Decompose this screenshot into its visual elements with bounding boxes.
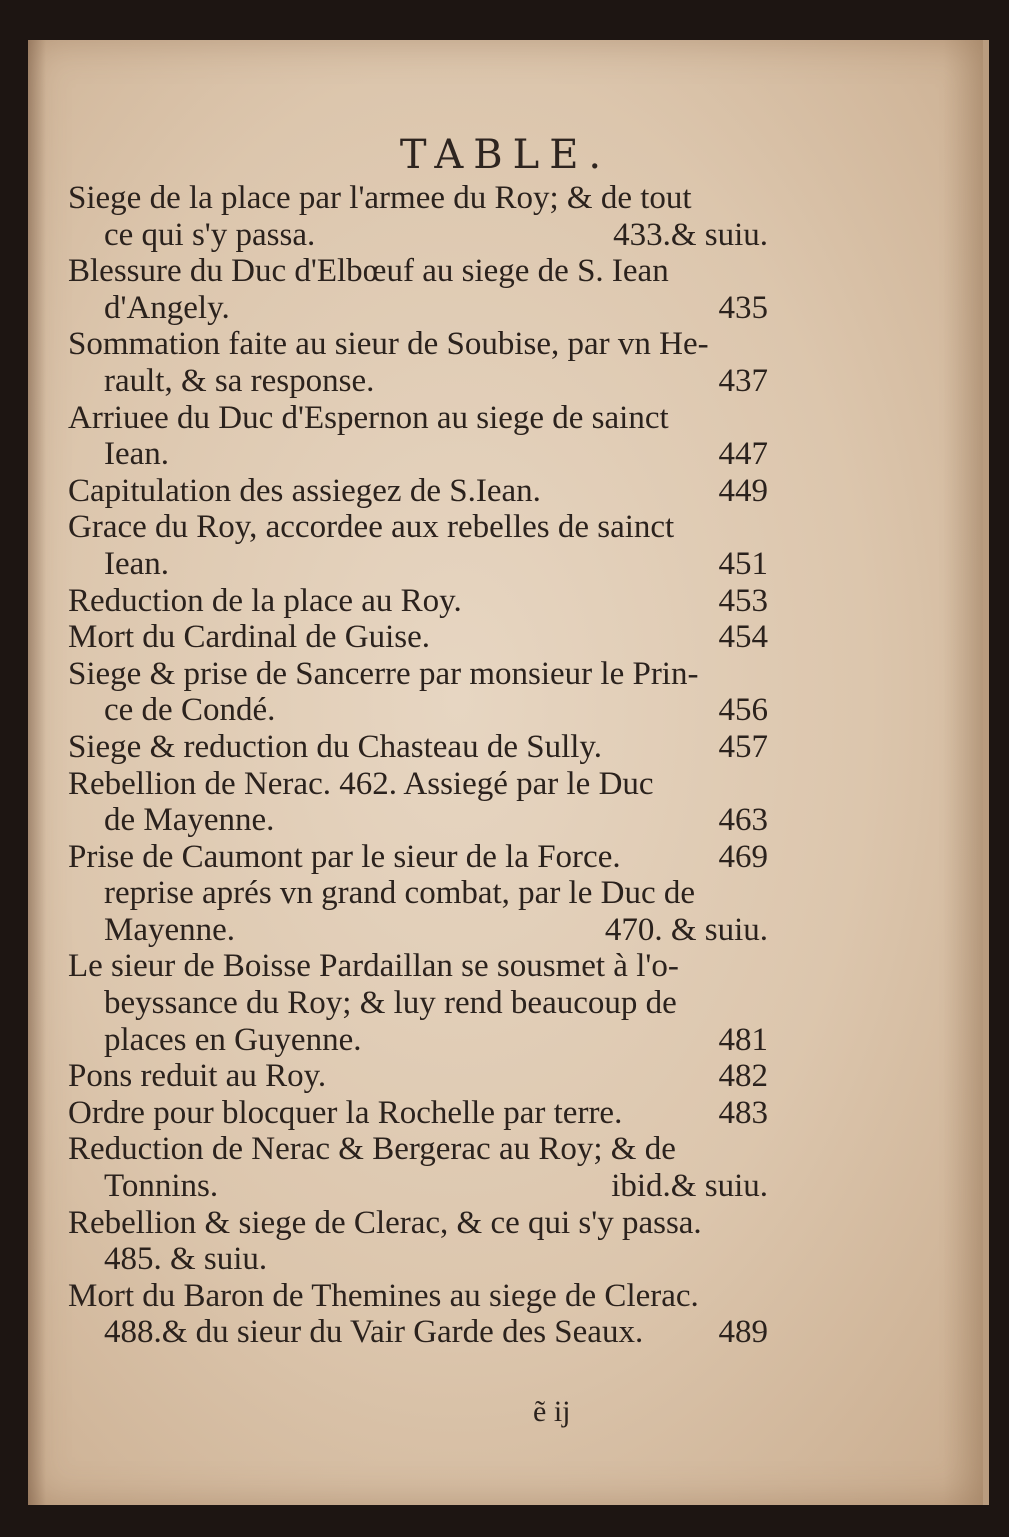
page-edge <box>943 40 983 1505</box>
entry-line <box>68 985 768 1022</box>
table-entry <box>68 583 768 620</box>
entry-line <box>68 802 768 839</box>
entry-text: places en Guyenne. <box>104 1021 362 1058</box>
entry-text: Siege & reduction du Chasteau de Sully. <box>68 728 603 765</box>
signature-mark: ẽ ij <box>533 1395 571 1428</box>
entry-text: Arriuee du Duc d'Espernon au siege de sainct <box>68 399 669 436</box>
entry-text: Blessure du Duc d'Elbœuf au siege de S. Iean <box>68 253 669 290</box>
entry-text: Pons reduit au Roy. <box>68 1058 327 1095</box>
entry-text: Rebellion de Nerac. 462. Assiegé par le Duc <box>68 765 654 802</box>
page-number: 482 <box>718 1058 768 1095</box>
entry-line <box>68 912 768 949</box>
entry-line <box>68 1314 768 1351</box>
page-number: 481 <box>718 1021 768 1058</box>
entry-line <box>68 583 768 620</box>
entry-line <box>68 729 768 766</box>
entry-line <box>68 1205 768 1242</box>
table-entry <box>68 1058 768 1095</box>
entry-text: Iean. <box>104 545 170 582</box>
entry-text: ce de Condé. <box>104 692 276 729</box>
table-entry <box>68 253 768 326</box>
entry-line <box>68 509 768 546</box>
entry-line <box>68 473 768 510</box>
entry-line <box>68 1168 768 1205</box>
book-page <box>28 40 989 1505</box>
entry-text: Siege de la place par l'armee du Roy; & de tout <box>68 180 692 216</box>
page-header: TABLE. <box>399 132 612 178</box>
page-number: 463 <box>718 802 768 839</box>
entry-line <box>68 290 768 327</box>
entry-line <box>68 253 768 290</box>
entry-text: beyssance du Roy; & luy rend beaucoup de <box>104 985 677 1022</box>
page-number: 449 <box>718 472 768 509</box>
entry-text: Mort du Cardinal de Guise. <box>68 619 431 656</box>
table-entry <box>68 400 768 473</box>
page-number: 454 <box>718 619 768 656</box>
entry-line <box>68 436 768 473</box>
table-entry <box>68 1131 768 1204</box>
entry-line <box>68 948 768 985</box>
page-number: 456 <box>718 692 768 729</box>
entry-text: Prise de Caumont par le sieur de la Force. <box>68 838 621 875</box>
table-entry <box>68 948 768 1058</box>
page-number: 453 <box>718 582 768 619</box>
entry-text: Mayenne. <box>104 911 236 948</box>
entry-line <box>68 766 768 803</box>
entry-line <box>68 839 768 876</box>
page-number: 447 <box>718 436 768 473</box>
table-entry <box>68 473 768 510</box>
table-entry <box>68 1205 768 1278</box>
page-number: 435 <box>718 289 768 326</box>
entry-text: Iean. <box>104 436 170 473</box>
entry-text: Reduction de Nerac & Bergerac au Roy; & de <box>68 1131 676 1168</box>
entry-text: Reduction de la place au Roy. <box>68 582 462 619</box>
entry-text: 485. & suiu. <box>104 1241 268 1278</box>
entry-text: reprise aprés vn grand combat, par le Duc de <box>104 875 696 912</box>
page-number: 489 <box>718 1314 768 1351</box>
entry-text: Le sieur de Boisse Pardaillan se sousmet à l'o- <box>68 948 679 985</box>
entry-line <box>68 1278 768 1315</box>
entry-line <box>68 546 768 583</box>
entry-text: Siege & prise de Sancerre par monsieur le Prin- <box>68 655 699 692</box>
entry-text: d'Angely. <box>104 289 230 326</box>
page-number: 469 <box>718 838 768 875</box>
entry-line <box>68 692 768 729</box>
entry-text: ce qui s'y passa. <box>104 216 316 253</box>
table-entry <box>68 509 768 582</box>
table-entry <box>68 619 768 656</box>
entry-line <box>68 326 768 363</box>
table-entry <box>68 766 768 839</box>
entry-line <box>68 1022 768 1059</box>
table-entry <box>68 729 768 766</box>
table-entry <box>68 180 768 253</box>
page-number: ibid.& suiu. <box>611 1168 768 1205</box>
entry-text: 488.& du sieur du Vair Garde des Seaux. <box>104 1314 644 1351</box>
page-number: 470. & suiu. <box>604 911 768 948</box>
entry-text: Ordre pour blocquer la Rochelle par terre. <box>68 1094 623 1131</box>
table-entry <box>68 839 768 949</box>
entry-line <box>68 400 768 437</box>
entry-line <box>68 1095 768 1132</box>
entry-line <box>68 875 768 912</box>
page-number: 457 <box>718 728 768 765</box>
entry-line <box>68 363 768 400</box>
page-number: 483 <box>718 1094 768 1131</box>
entry-line <box>68 1131 768 1168</box>
page-number: 433.& suiu. <box>613 216 768 253</box>
page-number: 437 <box>718 362 768 399</box>
table-entry <box>68 1095 768 1132</box>
entry-text: Capitulation des assiegez de S.Iean. <box>68 472 541 509</box>
entry-text: Mort du Baron de Themines au siege de Clerac. <box>68 1277 699 1314</box>
entry-text: rault, & sa response. <box>104 362 375 399</box>
entry-text: de Mayenne. <box>104 802 275 839</box>
table-entry <box>68 656 768 729</box>
entry-line <box>68 656 768 693</box>
entry-line <box>68 217 768 254</box>
page-number: 451 <box>718 545 768 582</box>
table-entry <box>68 326 768 399</box>
table-entries <box>68 180 768 1351</box>
entry-text: Rebellion & siege de Clerac, & ce qui s'y passa. <box>68 1204 702 1241</box>
entry-line <box>68 1058 768 1095</box>
table-entry <box>68 1278 768 1351</box>
entry-text: Sommation faite au sieur de Soubise, par vn He- <box>68 326 709 363</box>
entry-line <box>68 180 768 217</box>
entry-line <box>68 619 768 656</box>
entry-text: Tonnins. <box>104 1168 219 1205</box>
entry-text: Grace du Roy, accordee aux rebelles de sainct <box>68 509 675 546</box>
entry-line <box>68 1241 768 1278</box>
